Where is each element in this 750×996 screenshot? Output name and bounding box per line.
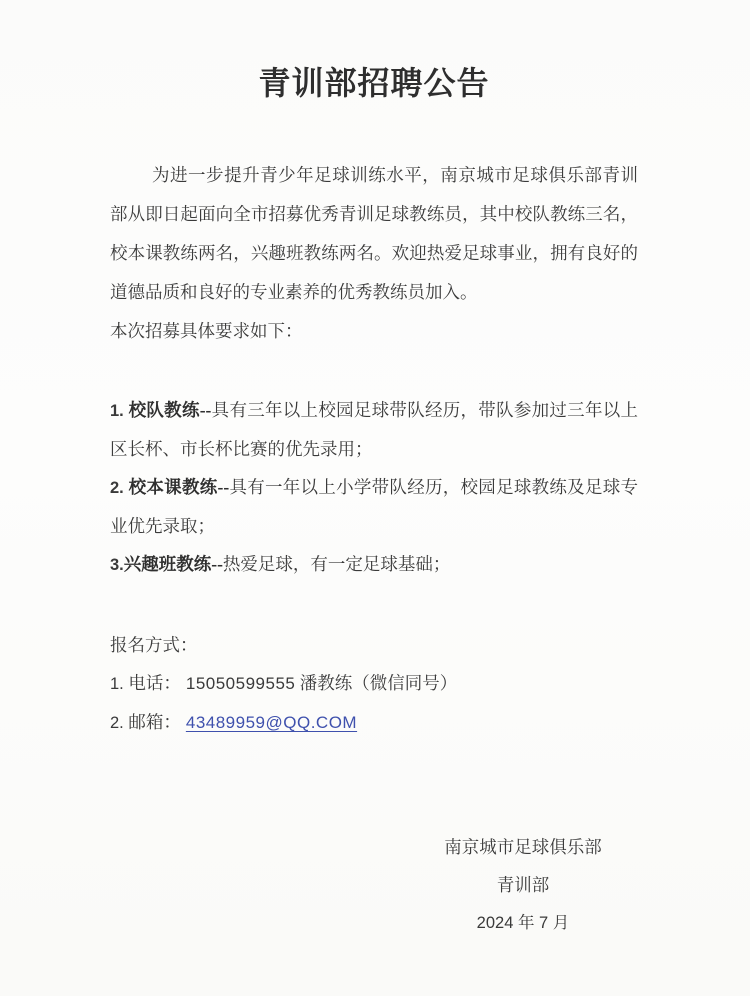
signup-email-number-bullet: 2. [110,714,129,732]
requirement-2-role: 校本课教练-- [128,477,230,497]
signup-email-line [110,703,638,742]
signup-phone-number-bullet: 1. [110,675,129,693]
requirement-2-number: 2. [110,479,129,497]
signup-heading: 报名方式： [110,635,198,655]
requirement-1-description: 具有三年以上校园足球带队经历，带队参加过三年以上区长杯、市长杯比赛的优先录用； [110,400,638,459]
signup-phone-label: 电话： [128,673,181,693]
signup-phone-line [110,664,638,703]
requirement-1-role: 校队教练-- [128,400,212,420]
requirement-3-role: 兴趣班教练-- [123,554,223,574]
phone-number-value: 15050599555 [185,674,296,693]
requirements-intro: 本次招募具体要求如下： [110,321,303,341]
signature-department: 青训部 [496,875,550,895]
requirement-item-3 [110,545,638,584]
intro-paragraph: 为进一步提升青少年足球训练水平，南京城市足球俱乐部青训部从即日起面向全市招募优秀青训足球教练员，其中校队教练三名，校本课教练两名，兴趣班教练两名。欢迎热爱足球事业，拥有良好的道德品质和良好的专业素养的优秀教练员加入。 [110,165,638,302]
email-link[interactable]: 43489959@QQ.COM [185,713,358,732]
requirement-3-number: 3. [110,556,124,574]
requirement-3-description: 热爱足球，有一定足球基础； [222,554,451,574]
requirement-2-description: 具有一年以上小学带队经历，校园足球教练及足球专业优先录取； [110,477,639,536]
signature-block [411,828,635,942]
phone-contact-person: 潘教练（微信同号） [295,673,458,693]
signup-email-label: 邮箱： [128,712,181,732]
requirement-item-1 [110,391,638,468]
signature-organization: 南京城市足球俱乐部 [444,837,602,857]
signature-date: 2024 年 7 月 [476,914,570,932]
requirement-item-2 [110,468,638,545]
document-title: 青训部招聘公告 [258,65,490,101]
requirement-1-number: 1. [110,402,129,420]
